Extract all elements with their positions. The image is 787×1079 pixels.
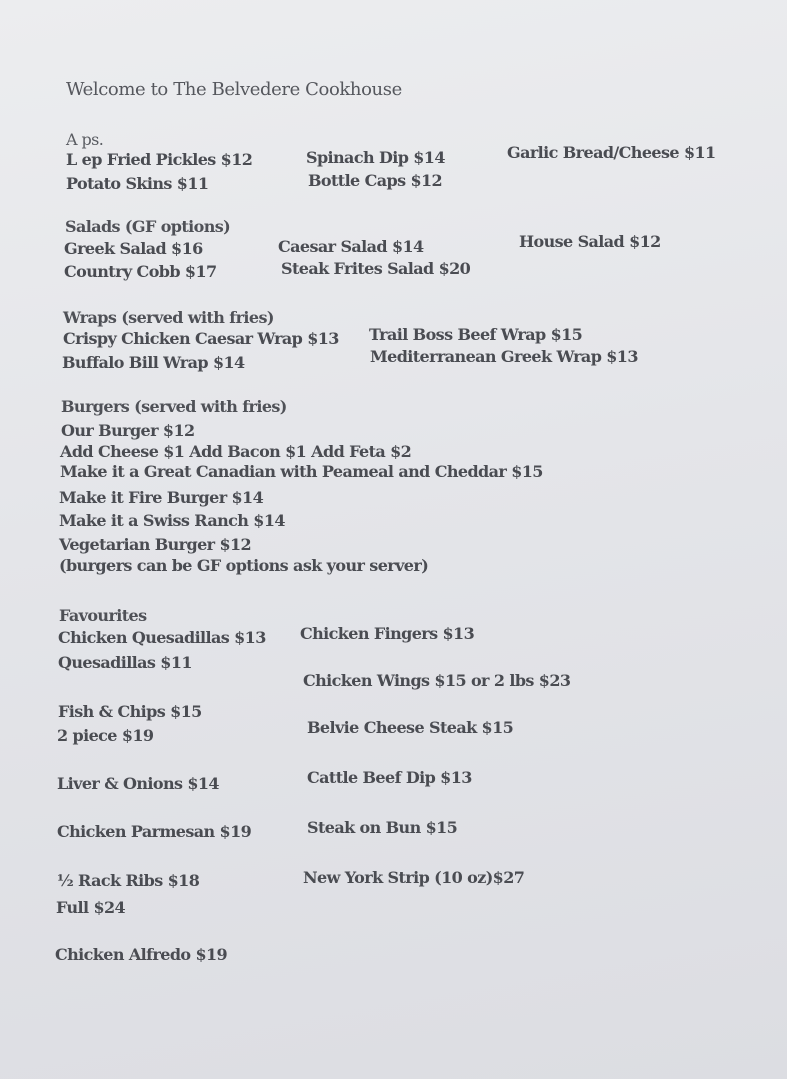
menu-item: Steak Frites Salad $20 <box>281 259 471 278</box>
menu-item: Trail Boss Beef Wrap $15 <box>369 325 583 344</box>
menu-item: Caesar Salad $14 <box>278 237 424 256</box>
menu-item: Our Burger $12 <box>61 421 195 440</box>
menu-item: Cattle Beef Dip $13 <box>307 768 472 787</box>
menu-item: Mediterranean Greek Wrap $13 <box>370 347 638 366</box>
section-header-apps: A ps. <box>66 130 104 149</box>
section-header-wraps: Wraps (served with fries) <box>63 308 274 327</box>
section-header-salads: Salads (GF options) <box>65 217 231 236</box>
menu-item: Crispy Chicken Caesar Wrap $13 <box>63 329 339 348</box>
menu-item: Make it a Great Canadian with Peameal and Cheddar $15 <box>60 462 543 481</box>
menu-item: Belvie Cheese Steak $15 <box>307 718 514 737</box>
menu-item: Add Cheese $1 Add Bacon $1 Add Feta $2 <box>60 442 412 461</box>
menu-item: Greek Salad $16 <box>64 239 203 258</box>
menu-item: Make it a Swiss Ranch $14 <box>59 511 285 530</box>
menu-item: ½ Rack Ribs $18 <box>57 871 200 890</box>
menu-item: 2 piece $19 <box>57 726 154 745</box>
menu-item: Spinach Dip $14 <box>306 148 445 167</box>
menu-item: Chicken Alfredo $19 <box>55 945 228 964</box>
section-header-burgers: Burgers (served with fries) <box>61 397 287 416</box>
menu-item: Potato Skins $11 <box>66 174 209 193</box>
menu-title: Welcome to The Belvedere Cookhouse <box>66 79 402 100</box>
menu-item: Full $24 <box>56 898 126 917</box>
menu-item: Steak on Bun $15 <box>307 818 458 837</box>
menu-item: (burgers can be GF options ask your server) <box>59 556 429 575</box>
menu-item: Chicken Wings $15 or 2 lbs $23 <box>303 671 571 690</box>
menu-item: Chicken Quesadillas $13 <box>58 628 266 647</box>
menu-item: Vegetarian Burger $12 <box>59 535 252 554</box>
menu-item: Bottle Caps $12 <box>308 171 443 190</box>
menu-item: Fish & Chips $15 <box>58 702 202 721</box>
menu-item: Chicken Fingers $13 <box>300 624 475 643</box>
menu-item: Make it Fire Burger $14 <box>59 488 264 507</box>
menu-item: Country Cobb $17 <box>64 262 217 281</box>
menu-item: Quesadillas $11 <box>58 653 192 672</box>
menu-item: House Salad $12 <box>519 232 661 251</box>
menu-item: Garlic Bread/Cheese $11 <box>507 143 716 162</box>
menu-item: Buffalo Bill Wrap $14 <box>62 353 245 372</box>
menu-item: Liver & Onions $14 <box>57 774 219 793</box>
menu-item: L ep Fried Pickles $12 <box>66 150 253 169</box>
section-header-favourites: Favourites <box>59 606 147 625</box>
menu-item: Chicken Parmesan $19 <box>57 822 252 841</box>
menu-item: New York Strip (10 oz)$27 <box>303 868 525 887</box>
